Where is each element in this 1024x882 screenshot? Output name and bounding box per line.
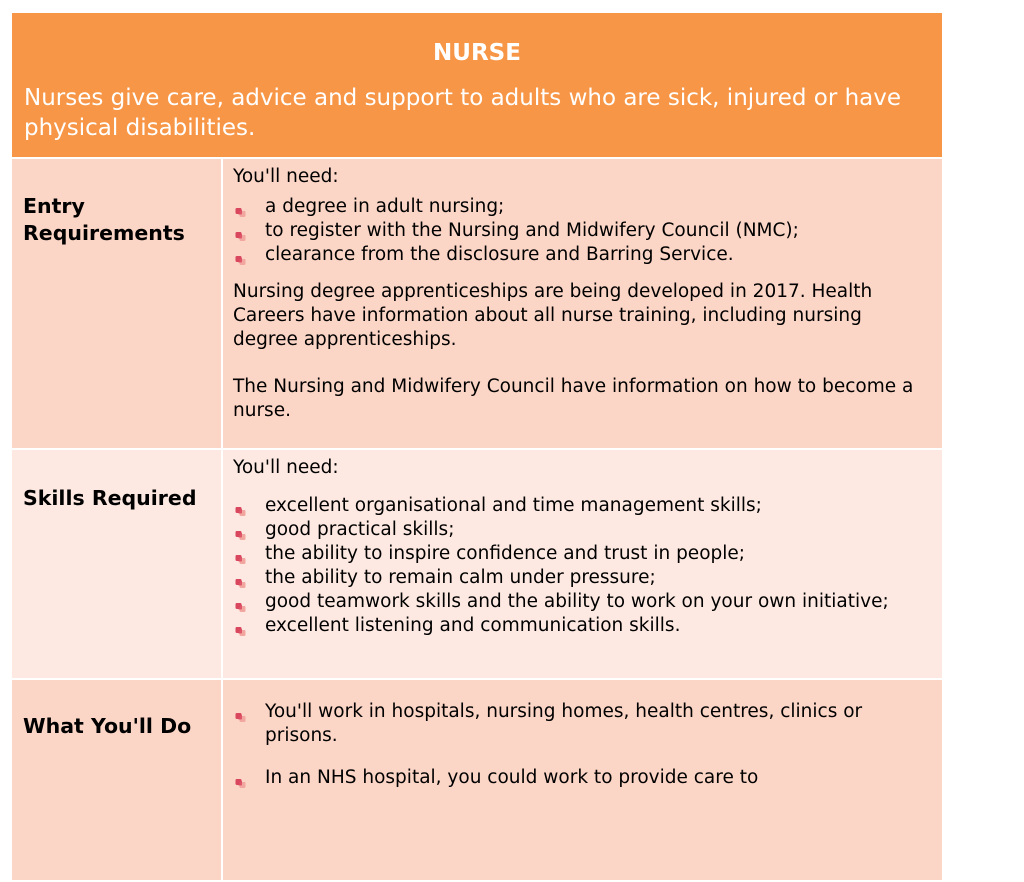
list-item xyxy=(233,566,932,590)
list-item xyxy=(233,494,932,518)
list-item xyxy=(233,243,932,267)
what-youll-do-label: What You'll Do xyxy=(23,714,192,738)
list-item xyxy=(233,700,932,748)
list-item xyxy=(233,590,932,614)
page-title: NURSE xyxy=(433,40,521,66)
list-item-text: the ability to remain calm under pressure; xyxy=(265,567,656,588)
skills-list xyxy=(233,494,932,638)
entry-requirements-content xyxy=(223,159,942,448)
flower-bullet-icon xyxy=(235,249,246,260)
nurse-info-table xyxy=(12,13,942,882)
job-description: Nurses give care, advice and support to adults who are sick, injured or have physical disabilities. xyxy=(24,85,902,141)
list-item xyxy=(233,766,932,790)
paragraph: The Nursing and Midwifery Council have information on how to become a nurse. xyxy=(233,376,914,421)
skills-required-content xyxy=(223,450,942,678)
list-item xyxy=(233,542,932,566)
list-item-text: a degree in adult nursing; xyxy=(265,196,505,217)
duties-list xyxy=(233,700,932,790)
flower-bullet-icon xyxy=(235,548,246,559)
intro-text: You'll need: xyxy=(233,457,339,478)
flower-bullet-icon xyxy=(235,500,246,511)
what-youll-do-content xyxy=(223,680,942,880)
list-item xyxy=(233,219,932,243)
list-item-text: excellent organisational and time management skills; xyxy=(265,495,762,516)
paragraph: Nursing degree apprenticeships are being developed in 2017. Health Careers have information about all nurse training, including nursing degree apprenticeships. xyxy=(233,281,873,350)
flower-bullet-icon xyxy=(235,596,246,607)
row-label-cell xyxy=(12,159,223,448)
list-item-text: clearance from the disclosure and Barring Service. xyxy=(265,244,734,265)
flower-bullet-icon xyxy=(235,620,246,631)
entry-requirements-list xyxy=(233,195,932,267)
list-item xyxy=(233,614,932,638)
flower-bullet-icon xyxy=(235,225,246,236)
skills-required-row xyxy=(12,450,942,680)
what-youll-do-row xyxy=(12,680,942,882)
flower-bullet-icon xyxy=(235,201,246,212)
list-item-text: You'll work in hospitals, nursing homes, health centres, clinics or prisons. xyxy=(265,701,863,746)
list-item-text: excellent listening and communication skills. xyxy=(265,615,681,636)
flower-bullet-icon xyxy=(235,706,246,717)
flower-bullet-icon xyxy=(235,572,246,583)
intro-text: You'll need: xyxy=(233,166,339,187)
entry-requirements-label: Entry Requirements xyxy=(23,194,185,245)
flower-bullet-icon xyxy=(235,524,246,535)
skills-required-label: Skills Required xyxy=(23,486,197,510)
row-label-cell xyxy=(12,450,223,678)
list-item-text: In an NHS hospital, you could work to provide care to xyxy=(265,767,759,788)
list-item-text: good teamwork skills and the ability to work on your own initiative; xyxy=(265,591,889,612)
list-item-text: good practical skills; xyxy=(265,519,455,540)
list-item-text: to register with the Nursing and Midwifery Council (NMC); xyxy=(265,220,799,241)
list-item xyxy=(233,195,932,219)
entry-requirements-row xyxy=(12,159,942,450)
flower-bullet-icon xyxy=(235,772,246,783)
list-item-text: the ability to inspire confidence and trust in people; xyxy=(265,543,746,564)
list-item xyxy=(233,518,932,542)
header-cell xyxy=(12,13,942,159)
row-label-cell xyxy=(12,680,223,880)
